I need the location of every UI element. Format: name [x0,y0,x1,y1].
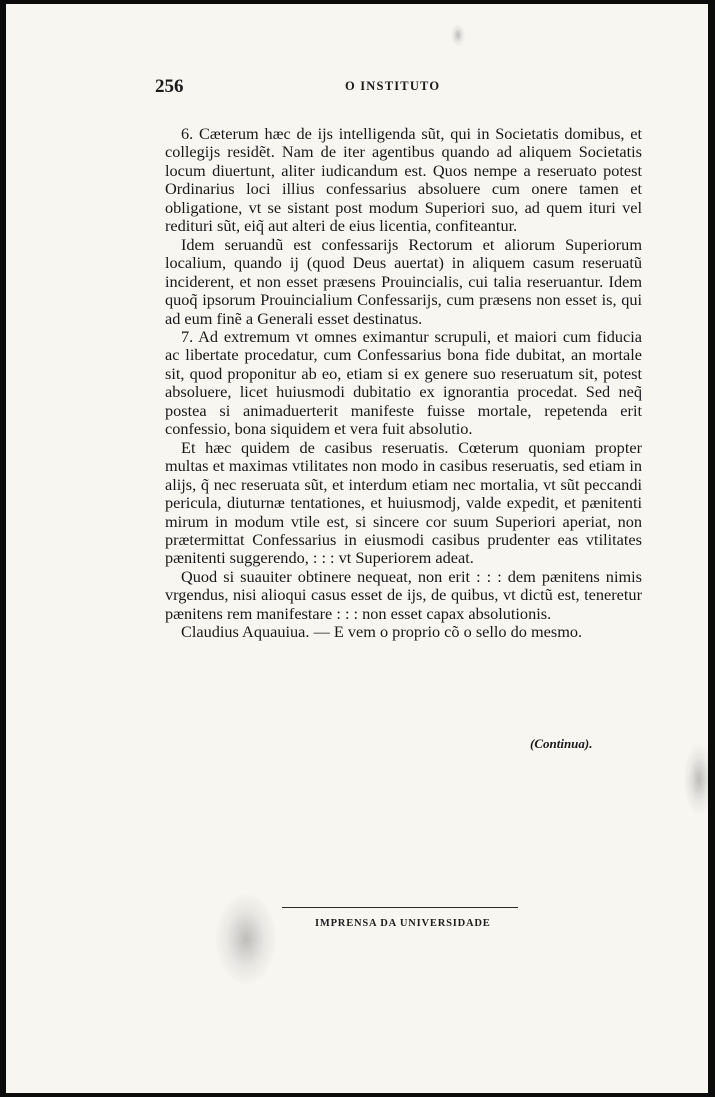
paragraph: Idem seruandũ est confessarijs Rectorum et aliorum Superiorum localium, quando ij (quod Deus auertat) in aliquem casum reseruatũ inciderent, et non esset præsens Prouincialis, cui talia reseruantur. Idem quoq̃ ipsorum Prouincialium Confessarijs, cum præsens non esset is, qui ad eum finẽ a Generali esset destinatus. [165,234,642,328]
paragraph: Quod si suauiter obtinere nequeat, non erit : : : dem pænitens nimis vrgendus, nisi alioqui casus esset de ijs, de quibus, vt dictũ est, teneretur pænitens rem manifestare : : : non esset capax absolutionis. [165,566,642,623]
paragraph: Et hæc quidem de casibus reseruatis. Cœterum quoniam propter multas et maximas vtilitates non modo in casibus reseruatis, sed etiam in alijs, q̃ nec reseruata sũt, et interdum etiam nec mortalia, vt sũt peccandi pericula, diuturnæ tentationes, et huiusmodj, valde expedit, et pænitenti mirum in modum vtile est, si sincere cor suum Superiori aperiat, non prætermittat Confessarius in eiusmodi casibus prudenter eas vtilitates pænitenti suggerendo, : : : vt Superiorem adeat. [165,437,642,568]
stain-mark [216,894,276,984]
stain-mark [684,744,708,814]
page-number: 256 [155,76,184,97]
footer-rule [282,907,518,908]
paragraph: Claudius Aquauiua. — E vem o proprio cõ o sello do mesmo. [181,622,583,642]
continuation-note: (Continua). [530,736,593,751]
running-title: O INSTITUTO [345,79,441,93]
paragraph: 6. Cæterum hæc de ijs intelligenda sũt, qui in Societatis domibus, et collegijs residẽt. Nam de iter agentibus quando ad aliquem Societatis locum diuertunt, aliter iudicandum est. Quos nempe a reseruato potest Ordinarius loci illius confessarius absoluere cum onere tamen et obligatione, vt se sistant post modum Superiori suo, ad quem ituri vel redituri sũt, eiq̃ aut alteri de eius licentia, confiteantur. [165,124,642,236]
imprint-line: IMPRENSA DA UNIVERSIDADE [315,918,491,929]
paragraph: 7. Ad extremum vt omnes eximantur scrupuli, et maiori cum fiducia ac libertate procedatur, cum Confessarius bona fide dubitat, an mortale sit, quod proponitur ab eo, etiam si ex genere suo reseruatum sit, potest absoluere, licet huiusmodi dubitatio ex ignorantia procedat. Sed neq̃ postea si animaduerterit manifeste fuisse mortale, repetenda erit confessio, bona siquidem et vera fuit absolutio. [165,326,642,439]
main-text [165,125,642,642]
running-header [155,76,645,100]
stain-mark [451,24,465,46]
